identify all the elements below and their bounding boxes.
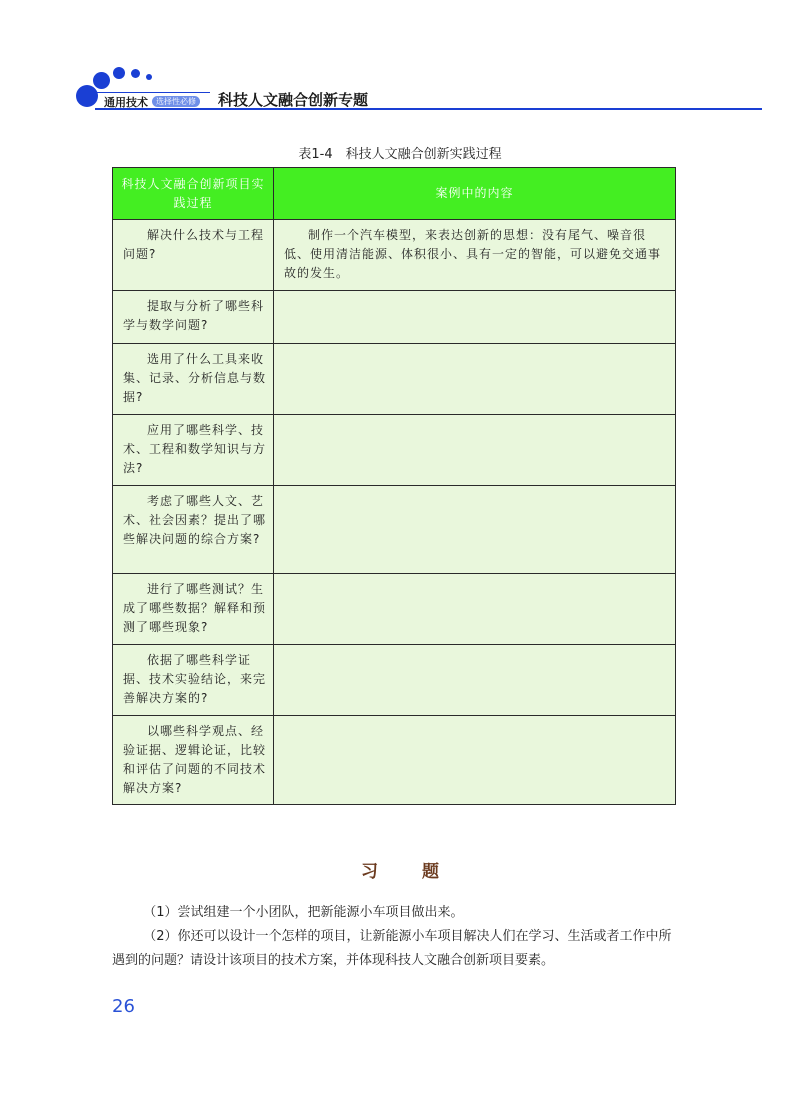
row-content: [274, 716, 676, 805]
process-table: [112, 167, 676, 805]
header-dot-large: [76, 85, 98, 107]
table-caption: 表1-4 科技人文融合创新实践过程: [298, 147, 502, 162]
row-step: 以哪些科学观点、经验证据、逻辑论证，比较和评估了问题的不同技术解决方案?: [113, 716, 274, 805]
book-name: 通用技术: [104, 96, 148, 109]
row-content: [274, 486, 676, 574]
table-row: [113, 486, 676, 574]
exercise-item-2: （2）你还可以设计一个怎样的项目，让新能源小车项目解决人们在学习、生活或者工作中所遇到的问题？请设计该项目的技术方案，并体现科技人文融合创新项目要素。: [112, 929, 672, 968]
exercises-title: 习题: [361, 862, 483, 882]
row-content: [274, 574, 676, 645]
table-row: [113, 291, 676, 344]
row-step: 选用了什么工具来收集、记录、分析信息与数据?: [113, 344, 274, 415]
table-row: [113, 220, 676, 291]
row-step: 考虑了哪些人文、艺术、社会因素？提出了哪些解决问题的综合方案?: [113, 486, 274, 574]
exercise-item-1: （1）尝试组建一个小团队，把新能源小车项目做出来。: [143, 905, 464, 920]
header-dot-smaller: [131, 69, 140, 78]
row-content: [274, 291, 676, 344]
col-header-process: 科技人文融合创新项目实践过程: [113, 168, 274, 220]
page-number: 26: [112, 996, 135, 1017]
row-content: [274, 415, 676, 486]
book-subtitle: 选择性必修: [152, 96, 200, 107]
table-row: [113, 716, 676, 805]
row-content: 制作一个汽车模型，来表达创新的思想：没有尾气、噪音很低、使用清洁能源、体积很小、具有一定的智能，可以避免交通事故的发生。: [274, 220, 676, 291]
header-rule: [95, 108, 762, 110]
table-row: [113, 344, 676, 415]
row-step: 提取与分析了哪些科学与数学问题?: [113, 291, 274, 344]
header-dot-medium: [93, 72, 110, 89]
table-row: [113, 645, 676, 716]
col-header-content: 案例中的内容: [274, 168, 676, 220]
row-step: 解决什么技术与工程问题?: [113, 220, 274, 291]
topic-title: 科技人文融合创新专题: [218, 91, 369, 109]
row-step: 进行了哪些测试？生成了哪些数据？解释和预测了哪些现象?: [113, 574, 274, 645]
row-content: [274, 645, 676, 716]
header-rule-short: [95, 92, 210, 93]
table-header-row: [113, 168, 676, 220]
row-step: 应用了哪些科学、技术、工程和数学知识与方法?: [113, 415, 274, 486]
header-dot-small: [113, 67, 125, 79]
header-dot-tiny: [146, 74, 152, 80]
table-row: [113, 415, 676, 486]
row-content: [274, 344, 676, 415]
row-step: 依据了哪些科学证据、技术实验结论，来完善解决方案的?: [113, 645, 274, 716]
table-row: [113, 574, 676, 645]
